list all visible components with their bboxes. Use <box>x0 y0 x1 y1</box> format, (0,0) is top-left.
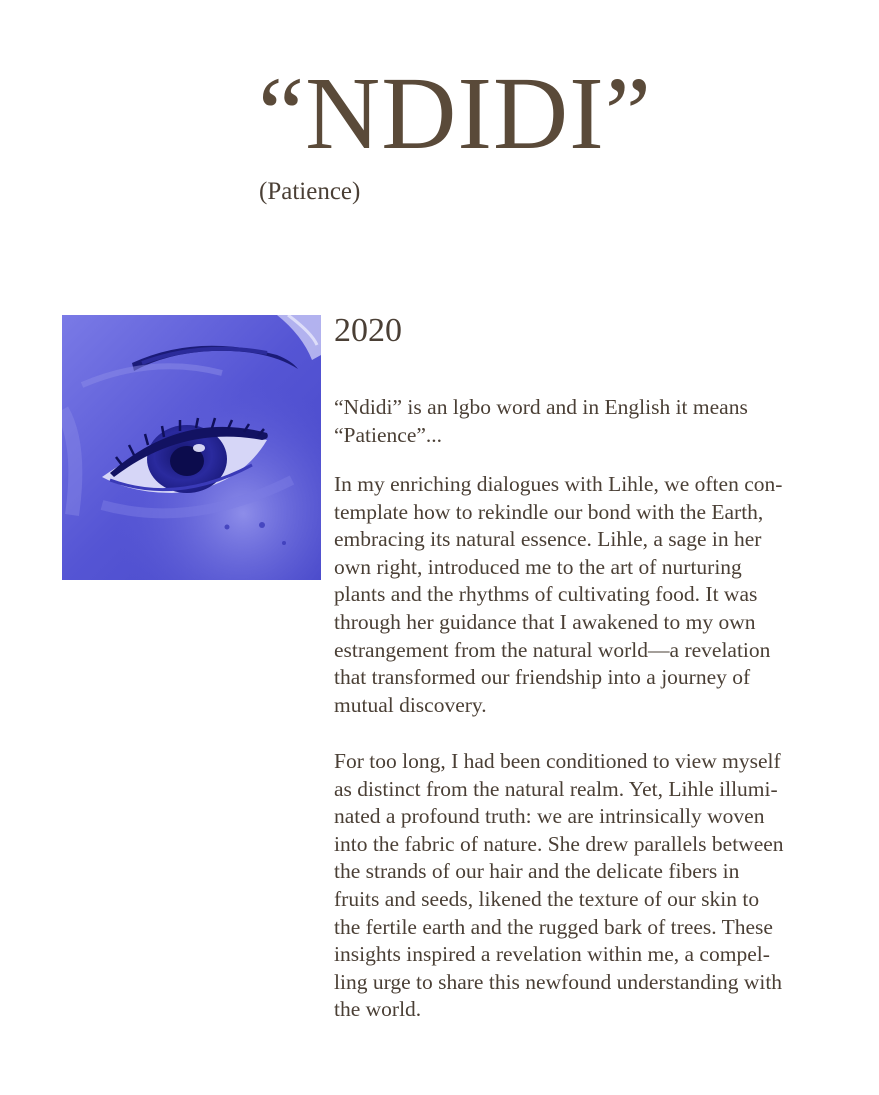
text-line: that transformed our friendship into a journey of <box>334 665 751 690</box>
text-line: ling urge to share this newfound understanding with <box>334 969 783 994</box>
text-line: mutual discovery. <box>334 692 487 717</box>
body-paragraph-2 <box>334 748 826 1024</box>
eye-artwork-image <box>62 315 321 580</box>
text-line: the world. <box>334 997 422 1022</box>
text-line: the fertile earth and the rugged bark of trees. These <box>334 914 773 939</box>
text-line: In my enriching dialogues with Lihle, we often con- <box>334 472 783 496</box>
intro-paragraph <box>334 394 826 449</box>
text-line: the strands of our hair and the delicate fibers in <box>334 859 740 884</box>
text-line: plants and the rhythms of cultivating food. It was <box>334 582 758 607</box>
text-line: as distinct from the natural realm. Yet, Lihle illumi- <box>334 776 778 801</box>
text-line: fruits and seeds, likened the texture of our skin to <box>334 886 760 911</box>
text-line: “Ndidi” is an lgbo word and in English it means <box>334 395 748 419</box>
page-subtitle: (Patience) <box>259 178 361 205</box>
year-heading: 2020 <box>334 312 402 349</box>
text-line: estrangement from the natural world—a revelation <box>334 637 771 662</box>
text-line: nated a profound truth: we are intrinsically woven <box>334 804 765 829</box>
eye-artwork-icon <box>62 315 321 580</box>
text-line: into the fabric of nature. She drew parallels between <box>334 831 784 856</box>
text-line: For too long, I had been conditioned to view myself <box>334 749 781 773</box>
text-line: own right, introduced me to the art of nurturing <box>334 554 742 579</box>
text-line: “Patience”... <box>334 422 443 447</box>
text-line: template how to rekindle our bond with the Earth, <box>334 499 764 524</box>
text-line: through her guidance that I awakened to my own <box>334 609 756 634</box>
text-line: embracing its natural essence. Lihle, a sage in her <box>334 527 762 552</box>
body-paragraph-1 <box>334 471 826 719</box>
text-line: insights inspired a revelation within me, a compel- <box>334 942 770 967</box>
page-title: “NDIDI” <box>258 56 652 171</box>
